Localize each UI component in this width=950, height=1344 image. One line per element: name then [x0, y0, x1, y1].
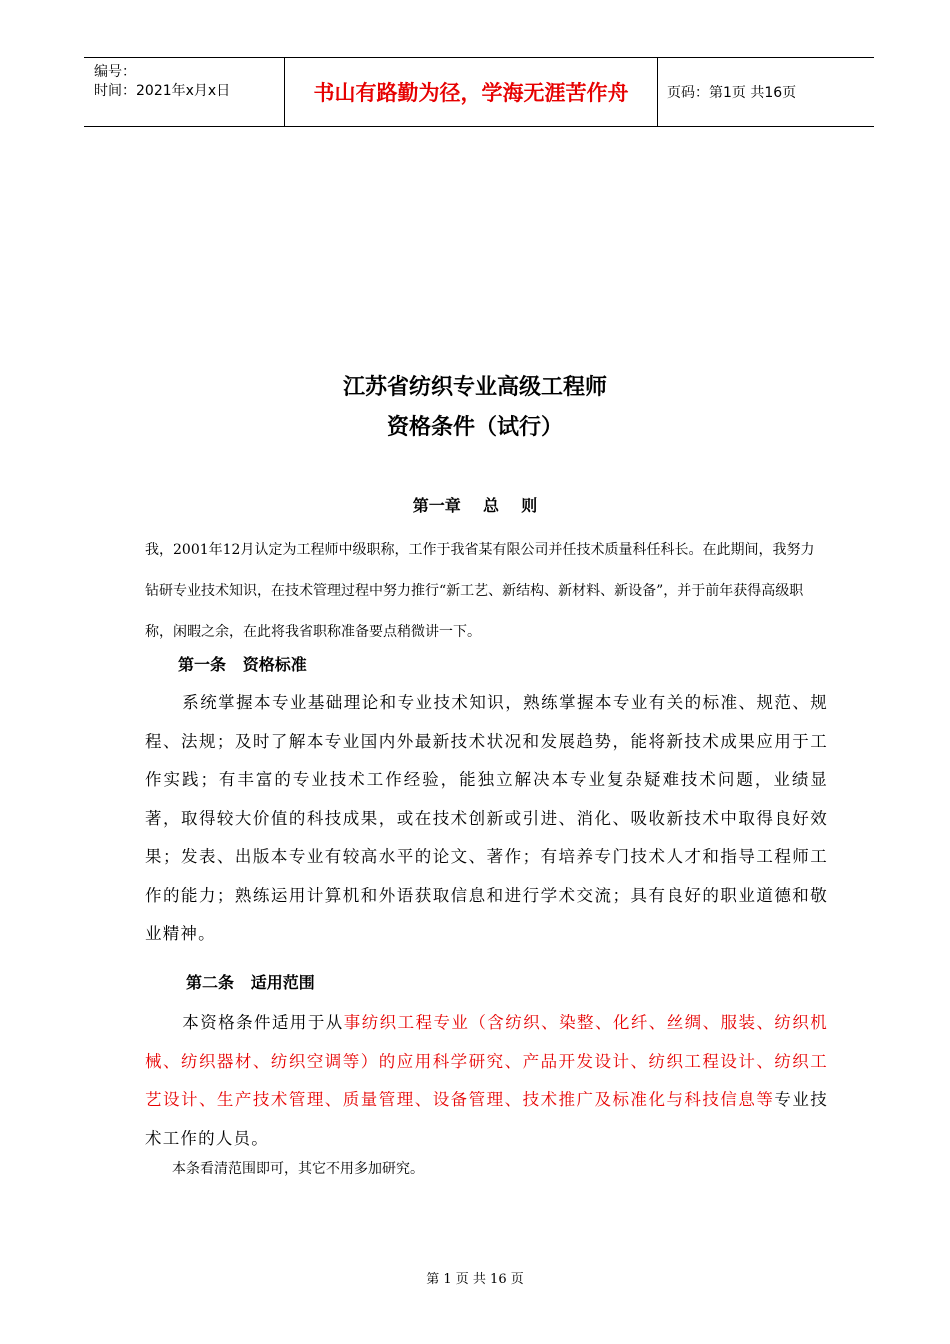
header-motto: 书山有路勤为径，学海无涯苦作舟 — [284, 58, 658, 126]
document-title-line1: 江苏省纺织专业高级工程师 — [342, 375, 607, 400]
number-label: 编号： — [94, 64, 136, 80]
chapter-heading: 第一章 总 则 — [412, 496, 538, 515]
article-2-heading: 第二条 适用范围 — [186, 973, 315, 992]
article-2-text-highlight: 事纺织工程专业（含纺织、染整、化纤、丝绸、服装、纺织机械、纺织器材、纺织空调等）的应用科学研究、产品开发设计、纺织工程设计、纺织工艺设计、生产技术管理、质量管理、设备管理、技术推广及标准化与科技信息等 — [145, 1013, 828, 1109]
article-2-body — [145, 1004, 828, 1158]
time-label: 时间：2021年x月x日 — [94, 83, 231, 99]
article-1-text: 系统掌握本专业基础理论和专业技术知识，熟练掌握本专业有关的标准、规范、规程、法规；及时了解本专业国内外最新技术状况和发展趋势，能将新技术成果应用于工作实践；有丰富的专业技术工作经验，能独立解决本专业复杂疑难技术问题，业绩显著，取得较大价值的科技成果，或在技术创新或引进、消化、吸收新技术中取得良好效果；发表、出版本专业有较高水平的论文、著作；有培养专门技术人才和指导工程师工作的能力；熟练运用计算机和外语获取信息和进行学术交流；具有良好的职业道德和敬业精神。 — [145, 693, 828, 943]
header-meta — [84, 58, 284, 126]
header-page-info: 页码：第1页 共16页 — [667, 85, 797, 101]
page-footer: 第 1 页 共 16 页 — [426, 1272, 524, 1287]
article-1-heading: 第一条 资格标准 — [178, 655, 307, 674]
article-2-text-end: 专业技术工作的人员。 — [145, 1090, 829, 1148]
document-title-line2: 资格条件（试行） — [386, 415, 563, 440]
article-2-text-start: 本资格条件适用于从 — [182, 1013, 344, 1032]
page-header — [84, 57, 874, 127]
intro-paragraph: 我，2001年12月认定为工程师中级职称，工作于我省某有限公司并任技术质量科任科长。在此期间，我努力钻研专业技术知识，在技术管理过程中努力推行“新工艺、新结构、新材料、新设备”，并于前年获得高级职称，闲暇之余，在此将我省职称准备要点稍微讲一下。 — [145, 542, 815, 640]
note-text: 本条看清范围即可，其它不用多加研究。 — [172, 1161, 424, 1177]
article-1-body — [145, 684, 828, 954]
